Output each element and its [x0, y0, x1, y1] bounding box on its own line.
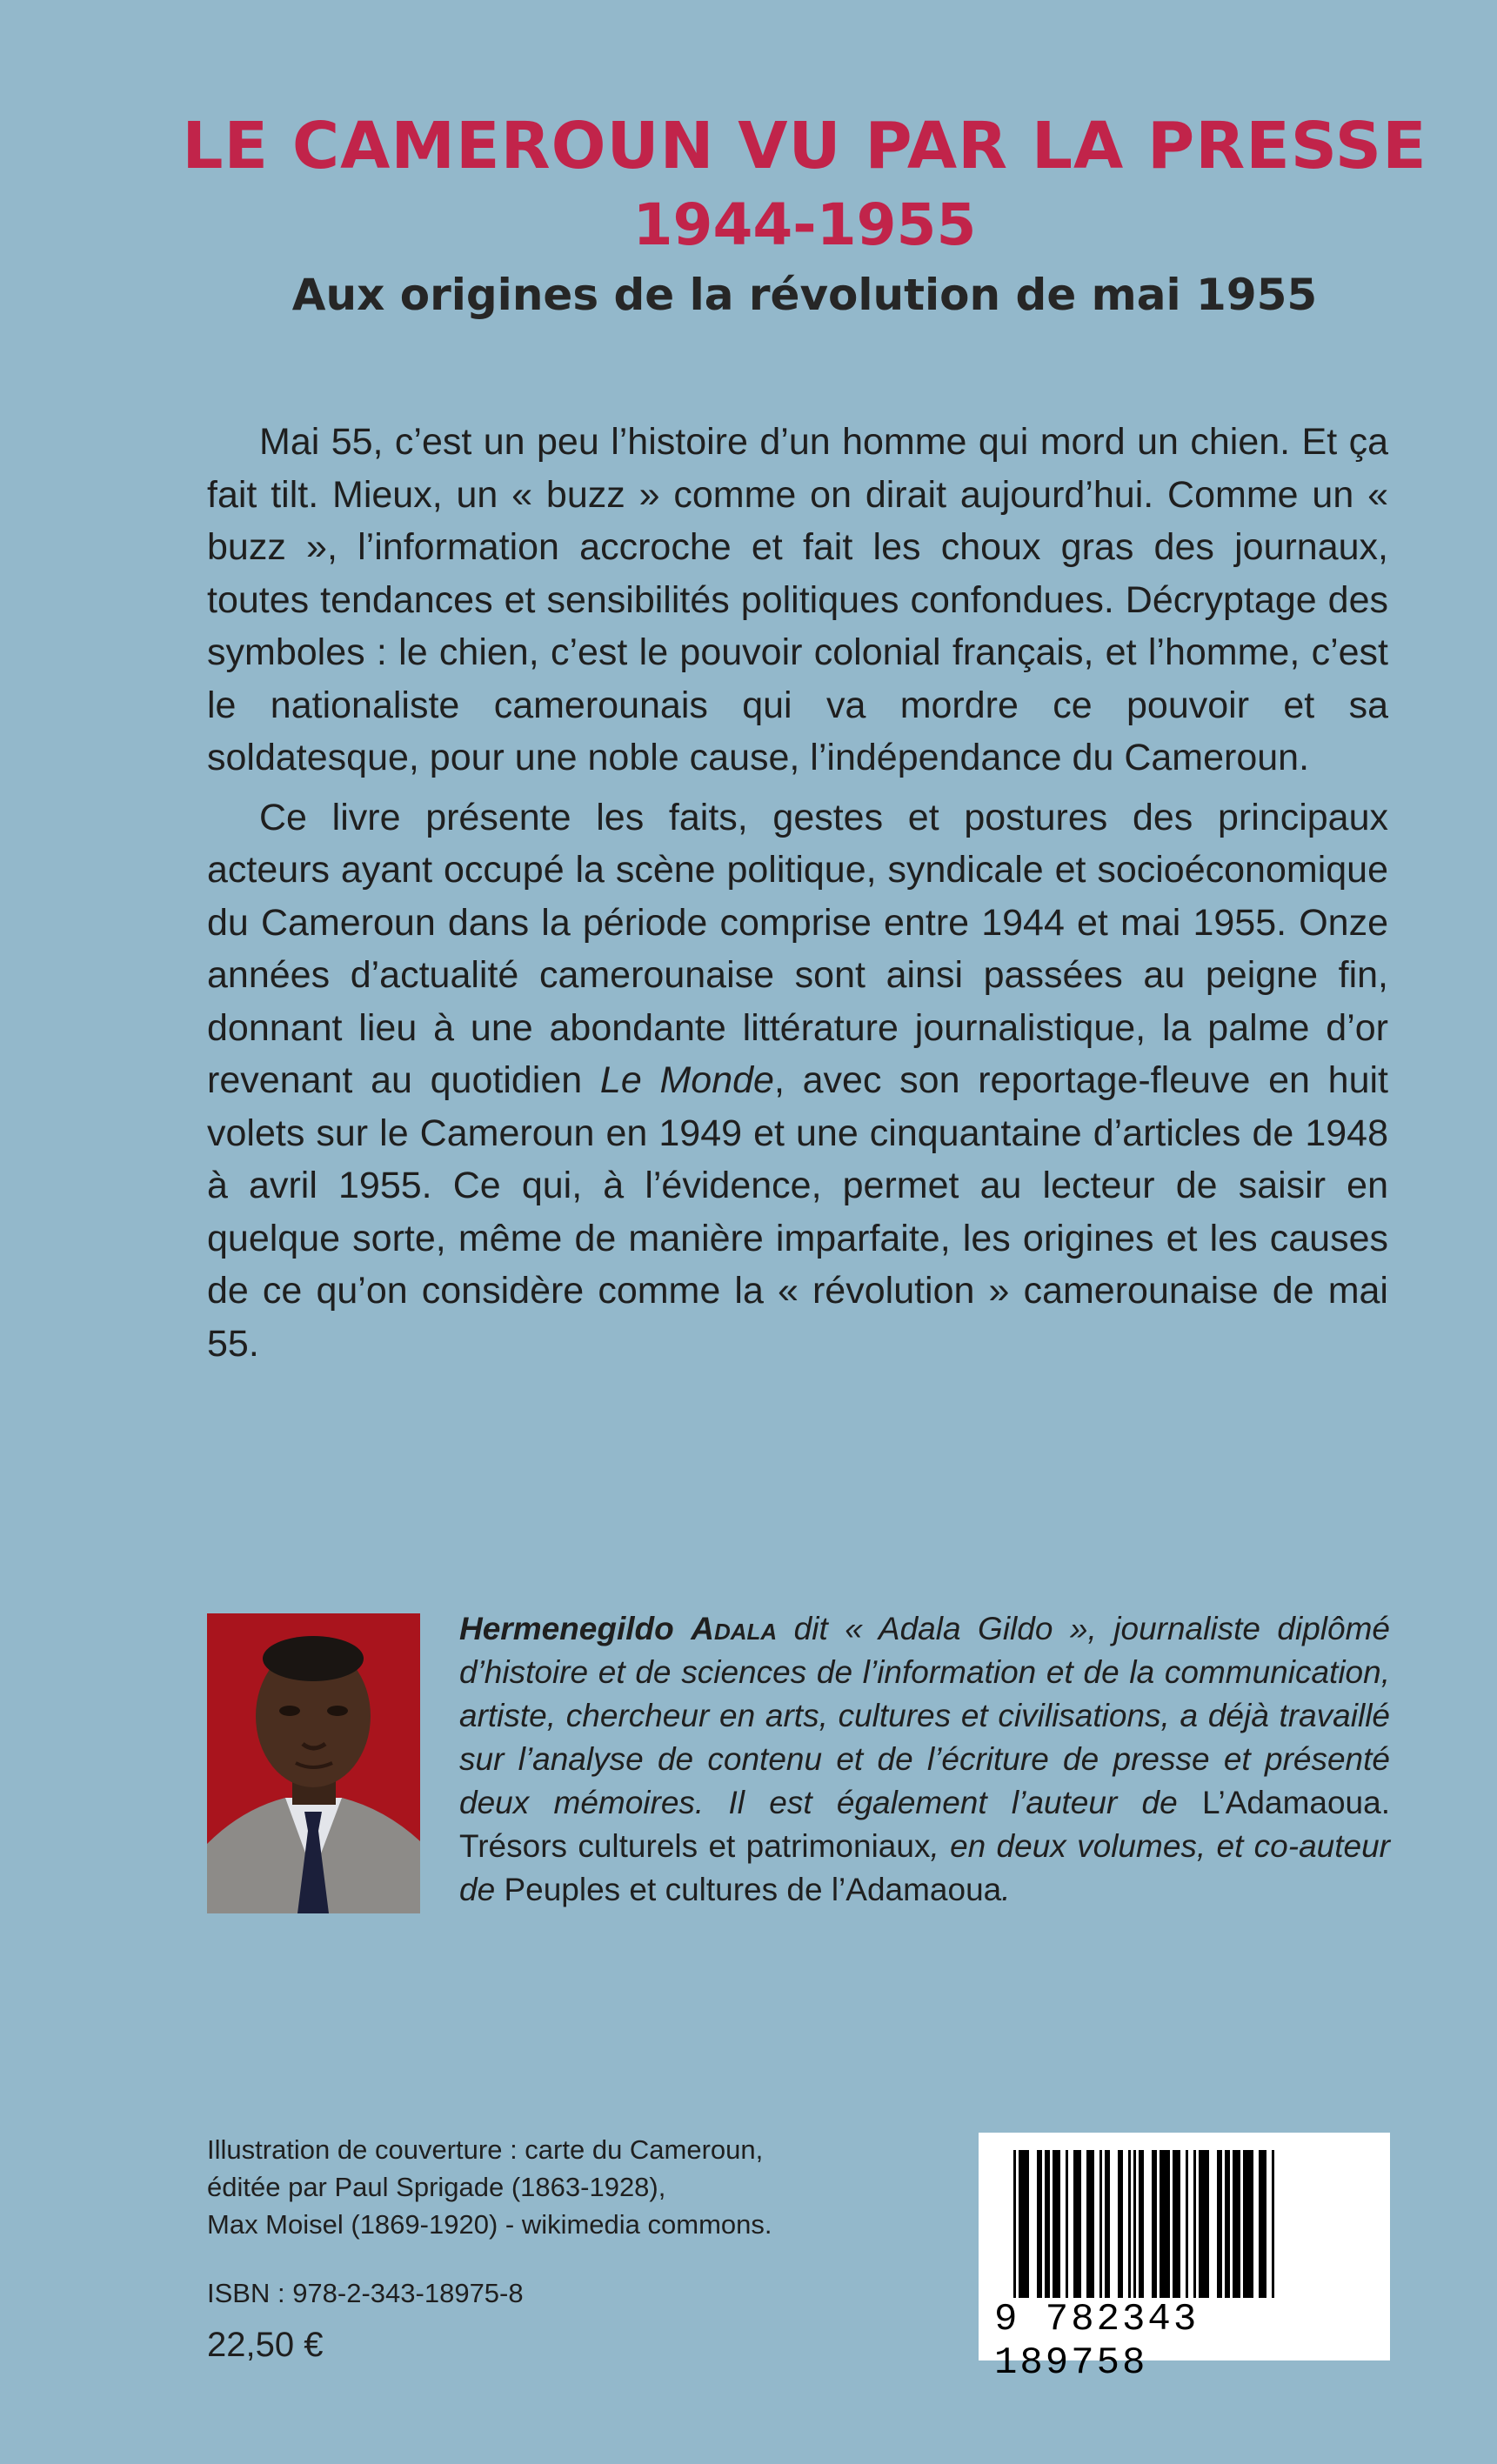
barcode-bar — [1013, 2150, 1016, 2298]
book-title: LE CAMEROUN VU PAR LA PRESSE — [182, 109, 1427, 184]
price: 22,50 € — [207, 2326, 324, 2364]
barcode-bar — [1045, 2150, 1050, 2298]
barcode-bar — [1128, 2150, 1131, 2298]
barcode-bar — [1118, 2150, 1123, 2298]
author-first-name: Hermenegildo — [459, 1611, 674, 1646]
barcode-bar — [1272, 2150, 1274, 2298]
barcode-bar — [1173, 2150, 1180, 2298]
book-subtitle: Aux origines de la révolution de mai 1955 — [291, 270, 1318, 320]
cover-illustration-credits: Illustration de couverture : carte du Cameroun, éditée par Paul Sprigade (1863-1928), Max Moisel (1869-1920) - wikimedia commons. — [207, 2134, 772, 2240]
barcode-bar — [1160, 2150, 1170, 2298]
barcode-bar — [1186, 2150, 1188, 2298]
author-photo — [207, 1613, 420, 1913]
barcode-bar — [1086, 2150, 1094, 2298]
barcode-bar — [1133, 2150, 1136, 2298]
barcode-digits: 9 782343 189758 — [994, 2298, 1200, 2385]
barcode-bar — [1105, 2150, 1110, 2298]
isbn: ISBN : 978-2-343-18975-8 — [207, 2278, 524, 2308]
barcode-bar — [1259, 2150, 1266, 2298]
barcode-bar — [1099, 2150, 1102, 2298]
back-cover-blurb — [207, 416, 1388, 1377]
book-reference-1: L’Adamaoua. Trésors culturels et patrimoniaux — [459, 1785, 1390, 1864]
author-last-name: Adala — [691, 1611, 778, 1646]
blurb-paragraph-2: Ce livre présente les faits, gestes et postures des principaux acteurs ayant occupé la scène politique, syndicale et socioéconomique du Cameroun dans la période comprise entre 1944 et mai 1955. Onze années d’actualité camerounaise sont ainsi passées au peigne fin, donnant lieu à une abondante littérature journalistique, la palme d’or revenant au quotidien Le Monde, avec son reportage-fleuve en huit volets sur le Cameroun en 1949 et une cinquantaine d’articles de 1948 à avril 1955. Ce qui, à l’évidence, permet au lecteur de saisir en quelque sorte, même de manière imparfaite, les origines et les causes de ce qu’on considère comme la « révolution » camerounaise de mai 55. — [207, 796, 1388, 1365]
barcode-bar — [1053, 2150, 1060, 2298]
barcode-bar — [1152, 2150, 1157, 2298]
barcode-bar — [1225, 2150, 1230, 2298]
barcode-bar — [1199, 2150, 1209, 2298]
barcode-bar — [1037, 2150, 1042, 2298]
barcode-bar — [1243, 2150, 1253, 2298]
author-portrait-image — [207, 1613, 420, 1913]
barcode-bar — [1019, 2150, 1029, 2298]
book-reference-2: Peuples et cultures de l’Adamaoua — [504, 1872, 1002, 1907]
barcode-bar — [1139, 2150, 1144, 2298]
book-years: 1944-1955 — [632, 191, 977, 258]
barcode-bars — [979, 2133, 1390, 2298]
barcode-bar — [1066, 2150, 1068, 2298]
blurb-paragraph-1: Mai 55, c’est un peu l’histoire d’un homme qui mord un chien. Et ça fait tilt. Mieux, un « buzz » comme on dirait aujourd’hui. Comme un « buzz », l’information accroche et fait les choux gras des journaux, toutes tendances et sensibilités politiques confondues. Décryptage des symboles : le chien, c’est le pouvoir colonial français, et l’homme, c’est le nationaliste camerounais qui va mordre ce pouvoir et sa soldatesque, pour une noble cause, l’indépendance du Cameroun. — [207, 421, 1388, 778]
barcode-bar — [1217, 2150, 1222, 2298]
barcode-bar — [1193, 2150, 1196, 2298]
barcode-bar — [1233, 2150, 1240, 2298]
title-block — [157, 104, 1453, 327]
barcode — [979, 2133, 1390, 2385]
barcode-bar — [1073, 2150, 1081, 2298]
author-bio: Hermenegildo Adala dit « Adala Gildo », journaliste diplômé d’histoire et de sciences de l’information et de la communication, artiste, chercheur en arts, cultures et civilisations, a déjà travaillé sur l’analyse de contenu et de l’écriture de presse et présenté deux mémoires. Il est également l’auteur de L’Adamaoua. Trésors culturels et patrimoniaux, en deux volumes, et co-auteur de Peuples et cultures de l’Adamaoua. — [459, 1611, 1391, 1907]
